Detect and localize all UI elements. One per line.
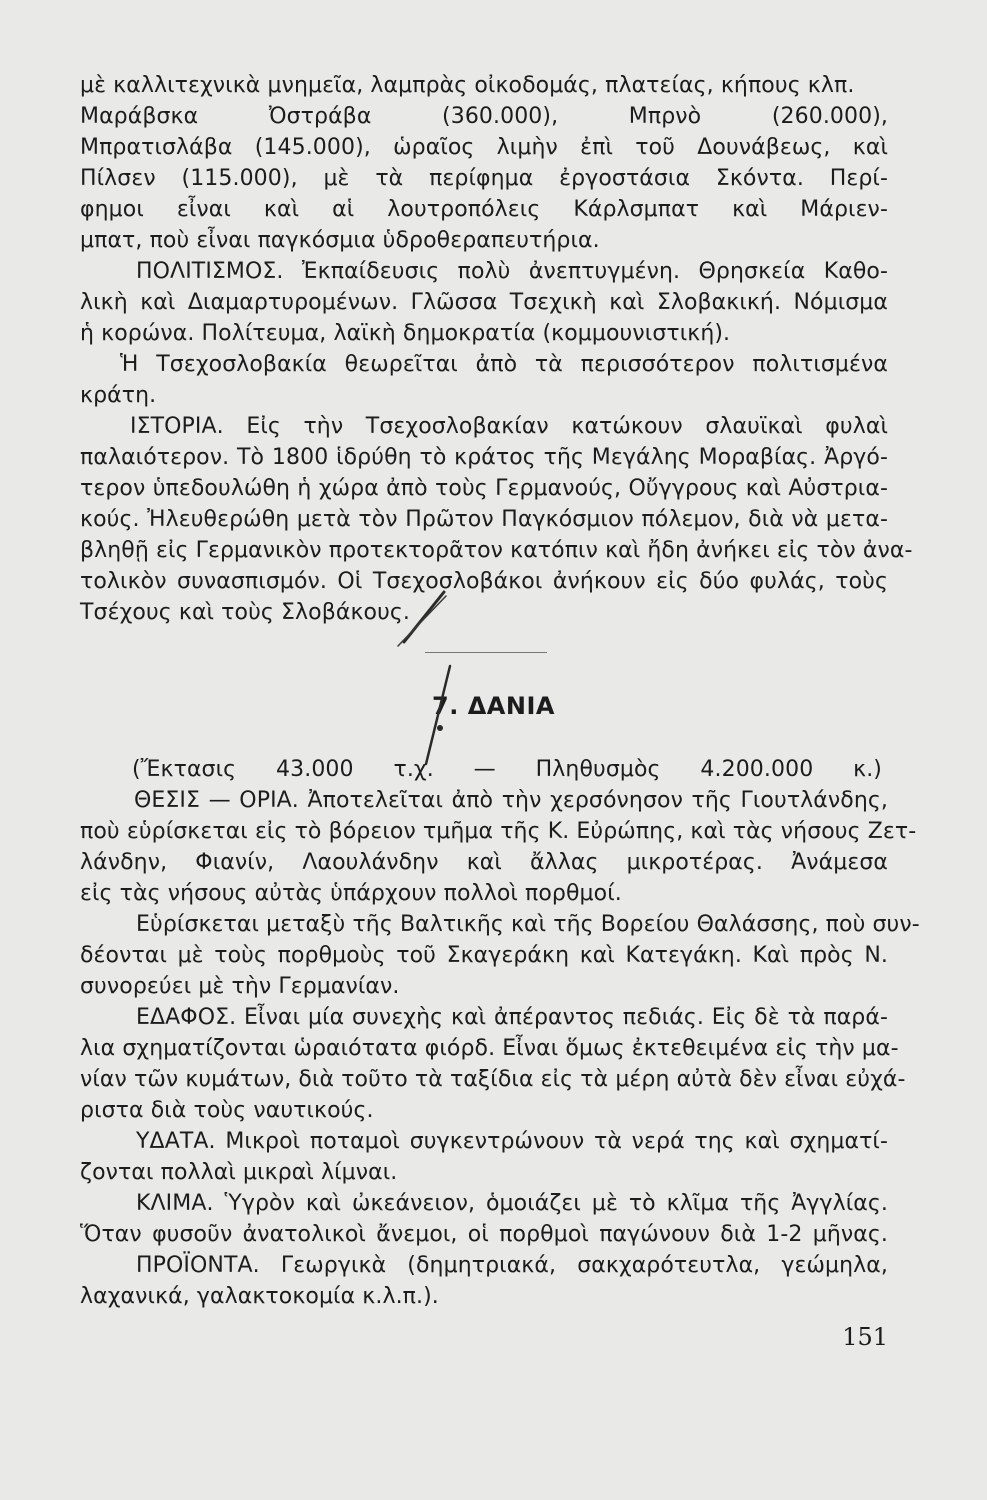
text-line: δέονται μὲ τοὺς πορθμοὺς τοῦ Σκαγεράκη καὶ Κατεγάκη. Καὶ πρὸς Ν. — [80, 943, 888, 968]
text-line: Τσέχους καὶ τοὺς Σλοβάκους. — [80, 600, 411, 625]
section-klima: ΚΛΙΜΑ. Ὑγρὸν καὶ ὠκεάνειον, ὁμοιάζει μὲ τὸ κλῖμα τῆς Ἀγγλίας. — [136, 1191, 888, 1216]
section-thesis-oria: ΘΕΣΙΣ — ΟΡΙΑ. Ἀποτελεῖται ἀπὸ τὴν χερσόνησον τῆς Γιουτλάνδης, — [134, 788, 888, 813]
text-line: Μαράβσκα Ὀστράβα (360.000), Μπρνὸ (260.000), — [80, 104, 888, 129]
text-line: ποὺ εὑρίσκεται εἰς τὸ βόρειον τμῆμα τῆς Κ. Εὐρώπης, καὶ τὰς νήσους Ζετ- — [80, 819, 917, 844]
text-line: Ὅταν φυσοῦν ἀνατολικοὶ ἄνεμοι, οἱ πορθμοὶ παγώνουν διὰ 1-2 μῆνας. — [80, 1222, 888, 1247]
text-line: ἡ κορώνα. Πολίτευμα, λαϊκὴ δημοκρατία (κομμουνιστική). — [80, 321, 731, 346]
text-line: τολικὸν συνασπισμόν. Οἱ Τσεχοσλοβάκοι ἀνήκουν εἰς δύο φυλάς, τοὺς — [80, 569, 888, 594]
chapter-heading: 7. ΔΑΝΙΑ — [432, 692, 555, 720]
text-line: ζονται πολλαὶ μικραὶ λίμναι. — [80, 1160, 398, 1185]
text-line: παλαιότερον. Τὸ 1800 ἱδρύθη τὸ κράτος τῆς Μεγάλης Μοραβίας. Ἀργό- — [80, 445, 888, 470]
text-line: λάνδην, Φιανίν, Λαουλάνδην καὶ ἄλλας μικροτέρας. Ἀνάμεσα — [80, 850, 888, 875]
text-line: κούς. Ἠλευθερώθη μετὰ τὸν Πρῶτον Παγκόσμιον πόλεμον, διὰ νὰ μετα- — [80, 507, 888, 532]
text-line: βληθῇ εἰς Γερμανικὸν προτεκτορᾶτον κατόπιν καὶ ἤδη ἀνήκει εἰς τὸν ἀνα- — [80, 538, 913, 563]
section-ydata: ΥΔΑΤΑ. Μικροὶ ποταμοὶ συγκεντρώνουν τὰ νερά της καὶ σχηματί- — [136, 1129, 888, 1154]
section-divider — [425, 652, 547, 653]
section-politismos: ΠΟΛΙΤΙΣΜΟΣ. Ἐκπαίδευσις πολὺ ἀνεπτυγμένη. Θρησκεία Καθο- — [136, 259, 888, 284]
text-line: μπατ, ποὺ εἶναι παγκόσμια ὑδροθεραπευτήρια. — [80, 228, 600, 253]
text-line: φημοι εἶναι καὶ αἱ λουτροπόλεις Κάρλσμπατ καὶ Μάριεν- — [80, 197, 888, 222]
text-line: Ἡ Τσεχοσλοβακία θεωρεῖται ἀπὸ τὰ περισσότερον πολιτισμένα — [120, 352, 888, 377]
text-line: Μπρατισλάβα (145.000), ὡραῖος λιμὴν ἐπὶ τοῦ Δουνάβεως, καὶ — [80, 135, 888, 160]
section-edafos: ΕΔΑΦΟΣ. Εἶναι μία συνεχὴς καὶ ἀπέραντος πεδιάς. Εἰς δὲ τὰ παρά- — [136, 1005, 888, 1030]
text-line: νίαν τῶν κυμάτων, διὰ τοῦτο τὰ ταξίδια εἰς τὰ μέρη αὐτὰ δὲν εἶναι εὐχά- — [80, 1067, 906, 1092]
text-line: λικὴ καὶ Διαμαρτυρομένων. Γλῶσσα Τσεχικὴ καὶ Σλοβακική. Νόμισμα — [80, 290, 888, 315]
area-population-line: (Ἔκτασις 43.000 τ.χ. — Πληθυσμὸς 4.200.000 κ.) — [132, 757, 882, 782]
section-proionta: ΠΡΟΪΟΝΤΑ. Γεωργικὰ (δημητριακά, σακχαρότευτλα, γεώμηλα, — [136, 1253, 888, 1278]
page-number: 151 — [842, 1323, 888, 1351]
text-line: κράτη. — [80, 383, 157, 408]
text-line: συνορεύει μὲ τὴν Γερμανίαν. — [80, 974, 400, 999]
text-line: τερον ὑπεδουλώθη ἡ χώρα ἀπὸ τοὺς Γερμανούς, Οὔγγρους καὶ Αὐστρια- — [80, 476, 888, 501]
text-line: λαχανικά, γαλακτοκομία κ.λ.π.). — [80, 1284, 439, 1309]
text-line: μὲ καλλιτεχνικὰ μνημεῖα, λαμπρὰς οἰκοδομάς, πλατείας, κήπους κλπ. — [80, 73, 855, 98]
text-line: Πίλσεν (115.000), μὲ τὰ περίφημα ἐργοστάσια Σκόντα. Περί- — [80, 166, 888, 191]
text-line: εἰς τὰς νήσους αὐτὰς ὑπάρχουν πολλοὶ πορθμοί. — [80, 881, 622, 906]
section-istoria: ΙΣΤΟΡΙΑ. Εἰς τὴν Τσεχοσλοβακίαν κατώκουν σλαυϊκαὶ φυλαὶ — [130, 414, 888, 439]
text-line: Εὑρίσκεται μεταξὺ τῆς Βαλτικῆς καὶ τῆς Βορείου Θαλάσσης, ποὺ συν- — [136, 912, 920, 937]
text-line: λια σχηματίζονται ὡραιότατα φιόρδ. Εἶναι ὅμως ἐκτεθειμένα εἰς τὴν μα- — [80, 1036, 899, 1061]
text-line: ριστα διὰ τοὺς ναυτικούς. — [80, 1098, 374, 1123]
